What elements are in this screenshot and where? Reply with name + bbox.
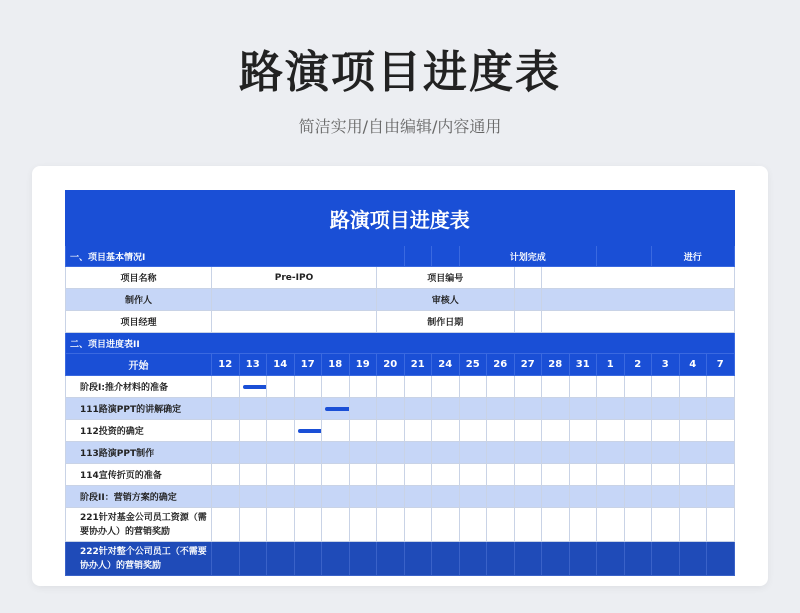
timeline-cell[interactable] xyxy=(679,420,707,442)
timeline-cell[interactable] xyxy=(432,398,460,420)
timeline-cell[interactable] xyxy=(569,486,597,508)
timeline-cell[interactable] xyxy=(707,508,735,542)
timeline-cell[interactable] xyxy=(652,464,680,486)
task-name[interactable]: 111路演PPT的讲解确定 xyxy=(66,398,212,420)
timeline-cell[interactable] xyxy=(487,486,515,508)
timeline-cell[interactable] xyxy=(239,398,267,420)
timeline-cell[interactable] xyxy=(459,542,487,576)
gantt-bar[interactable] xyxy=(325,407,349,411)
timeline-cell[interactable] xyxy=(652,542,680,576)
timeline-cell[interactable] xyxy=(459,398,487,420)
timeline-cell[interactable] xyxy=(294,420,322,442)
timeline-cell[interactable] xyxy=(487,508,515,542)
timeline-cell[interactable] xyxy=(707,420,735,442)
section-progress-label: 二、项目进度表II xyxy=(66,333,735,354)
day-header: 13 xyxy=(239,354,267,376)
timeline-cell[interactable] xyxy=(294,442,322,464)
timeline-cell[interactable] xyxy=(624,398,652,420)
timeline-cell[interactable] xyxy=(514,486,542,508)
timeline-cell[interactable] xyxy=(514,464,542,486)
timeline-cell[interactable] xyxy=(487,442,515,464)
timeline-cell[interactable] xyxy=(322,542,350,576)
progress-sheet xyxy=(65,190,734,576)
timeline-cell[interactable] xyxy=(569,464,597,486)
timeline-cell[interactable] xyxy=(404,542,432,576)
timeline-cell[interactable] xyxy=(624,442,652,464)
timeline-cell[interactable] xyxy=(569,508,597,542)
timeline-cell[interactable] xyxy=(652,376,680,398)
timeline-cell[interactable] xyxy=(294,508,322,542)
task-row xyxy=(66,542,735,576)
timeline-cell[interactable] xyxy=(212,398,240,420)
day-header: 7 xyxy=(707,354,735,376)
timeline-cell[interactable] xyxy=(239,508,267,542)
timeline-cell[interactable] xyxy=(294,376,322,398)
timeline-cell[interactable] xyxy=(212,442,240,464)
timeline-cell[interactable] xyxy=(459,464,487,486)
timeline-cell[interactable] xyxy=(404,398,432,420)
timeline-cell[interactable] xyxy=(404,486,432,508)
timeline-cell[interactable] xyxy=(707,464,735,486)
day-header: 27 xyxy=(514,354,542,376)
maker-label: 制作人 xyxy=(66,289,212,311)
day-header: 2 xyxy=(624,354,652,376)
task-name[interactable]: 阶段II：营销方案的确定 xyxy=(66,486,212,508)
timeline-cell[interactable] xyxy=(459,420,487,442)
timeline-cell[interactable] xyxy=(514,442,542,464)
info-row-maker xyxy=(66,289,735,311)
timeline-cell[interactable] xyxy=(707,442,735,464)
timeline-cell[interactable] xyxy=(624,464,652,486)
timeline-cell[interactable] xyxy=(267,398,295,420)
timeline-cell[interactable] xyxy=(597,486,625,508)
timeline-cell[interactable] xyxy=(322,398,350,420)
timeline-cell[interactable] xyxy=(514,420,542,442)
timeline-cell[interactable] xyxy=(487,420,515,442)
day-header: 1 xyxy=(597,354,625,376)
task-row xyxy=(66,442,735,464)
make-date-label: 制作日期 xyxy=(377,311,515,333)
timeline-cell[interactable] xyxy=(294,398,322,420)
timeline-cell[interactable] xyxy=(459,376,487,398)
timeline-cell[interactable] xyxy=(267,542,295,576)
timeline-cell[interactable] xyxy=(597,464,625,486)
gantt-bar[interactable] xyxy=(298,429,322,433)
make-date-value[interactable] xyxy=(542,311,735,333)
day-header: 3 xyxy=(652,354,680,376)
day-header: 4 xyxy=(679,354,707,376)
task-row xyxy=(66,420,735,442)
timeline-cell[interactable] xyxy=(212,542,240,576)
timeline-cell[interactable] xyxy=(707,376,735,398)
timeline-cell[interactable] xyxy=(597,398,625,420)
timeline-cell[interactable] xyxy=(597,420,625,442)
timeline-cell[interactable] xyxy=(542,464,570,486)
project-no-label: 项目编号 xyxy=(377,267,515,289)
timeline-cell[interactable] xyxy=(652,420,680,442)
day-header: 26 xyxy=(487,354,515,376)
timeline-cell[interactable] xyxy=(404,376,432,398)
task-name[interactable]: 112投资的确定 xyxy=(66,420,212,442)
timeline-cell[interactable] xyxy=(377,542,405,576)
timeline-cell[interactable] xyxy=(322,486,350,508)
timeline-cell[interactable] xyxy=(707,542,735,576)
gantt-bar[interactable] xyxy=(243,385,267,389)
timeline-cell[interactable] xyxy=(377,508,405,542)
timeline-cell[interactable] xyxy=(432,542,460,576)
timeline-cell[interactable] xyxy=(597,542,625,576)
task-row xyxy=(66,486,735,508)
sheet-title-row xyxy=(66,191,735,246)
project-name-value[interactable]: Pre-IPO xyxy=(212,267,377,289)
timeline-cell[interactable] xyxy=(514,508,542,542)
timeline-cell[interactable] xyxy=(239,442,267,464)
timeline-cell[interactable] xyxy=(239,542,267,576)
timeline-cell[interactable] xyxy=(404,442,432,464)
timeline-cell[interactable] xyxy=(432,420,460,442)
timeline-cell[interactable] xyxy=(349,376,377,398)
timeline-cell[interactable] xyxy=(542,508,570,542)
timeline-cell[interactable] xyxy=(322,442,350,464)
plan-done-label: 计划完成 xyxy=(459,246,597,267)
timeline-cell[interactable] xyxy=(294,542,322,576)
timeline-cell[interactable] xyxy=(652,508,680,542)
timeline-cell[interactable] xyxy=(239,420,267,442)
day-header: 25 xyxy=(459,354,487,376)
timeline-cell[interactable] xyxy=(432,376,460,398)
timeline-cell[interactable] xyxy=(267,464,295,486)
section-basic-info-label: 一、项目基本情况I xyxy=(66,246,405,267)
timeline-cell[interactable] xyxy=(349,542,377,576)
task-name[interactable]: 阶段I:推介材料的准备 xyxy=(66,376,212,398)
timeline-cell[interactable] xyxy=(652,486,680,508)
day-header: 24 xyxy=(432,354,460,376)
task-name[interactable]: 221针对基金公司员工资源（需要协办人）的营销奖励 xyxy=(66,508,212,542)
timeline-cell[interactable] xyxy=(514,376,542,398)
day-header: 12 xyxy=(212,354,240,376)
timeline-cell[interactable] xyxy=(322,376,350,398)
timeline-cell[interactable] xyxy=(707,486,735,508)
task-row xyxy=(66,398,735,420)
timeline-cell[interactable] xyxy=(377,376,405,398)
timeline-cell[interactable] xyxy=(377,486,405,508)
timeline-cell[interactable] xyxy=(294,464,322,486)
section-basic-info xyxy=(66,246,735,267)
task-row xyxy=(66,508,735,542)
task-row xyxy=(66,376,735,398)
timeline-cell[interactable] xyxy=(322,508,350,542)
timeline-cell[interactable] xyxy=(679,398,707,420)
timeline-cell[interactable] xyxy=(322,464,350,486)
timeline-cell[interactable] xyxy=(597,442,625,464)
page-subtitle: 简洁实用/自由编辑/内容通用 xyxy=(298,117,502,136)
reviewer-value[interactable] xyxy=(542,289,735,311)
info-row-manager xyxy=(66,311,735,333)
timeline-cell[interactable] xyxy=(212,376,240,398)
timeline-cell[interactable] xyxy=(542,542,570,576)
timeline-cell[interactable] xyxy=(679,376,707,398)
reviewer-label: 审核人 xyxy=(377,289,515,311)
timeline-cell[interactable] xyxy=(487,542,515,576)
in-progress-label: 进行 xyxy=(652,246,735,267)
start-header: 开始 xyxy=(66,354,212,376)
timeline-cell[interactable] xyxy=(569,376,597,398)
timeline-cell[interactable] xyxy=(459,486,487,508)
timeline-cell[interactable] xyxy=(624,420,652,442)
timeline-cell[interactable] xyxy=(212,508,240,542)
maker-value[interactable] xyxy=(212,289,377,311)
timeline-cell[interactable] xyxy=(267,442,295,464)
timeline-cell[interactable] xyxy=(267,508,295,542)
timeline-cell[interactable] xyxy=(459,442,487,464)
task-name[interactable]: 222针对整个公司员工（不需要协办人）的营销奖励 xyxy=(66,542,212,576)
timeline-cell[interactable] xyxy=(487,376,515,398)
day-header: 20 xyxy=(377,354,405,376)
timeline-cell[interactable] xyxy=(624,376,652,398)
page-title: 路演项目进度表 xyxy=(239,47,561,98)
timeline-cell[interactable] xyxy=(569,398,597,420)
timeline-cell[interactable] xyxy=(624,542,652,576)
timeline-cell[interactable] xyxy=(212,464,240,486)
timeline-cell[interactable] xyxy=(459,508,487,542)
timeline-cell[interactable] xyxy=(239,464,267,486)
manager-value[interactable] xyxy=(212,311,377,333)
timeline-cell[interactable] xyxy=(294,486,322,508)
timeline-cell[interactable] xyxy=(404,464,432,486)
timeline-cell[interactable] xyxy=(267,376,295,398)
timeline-cell[interactable] xyxy=(679,486,707,508)
timeline-cell[interactable] xyxy=(212,486,240,508)
timeline-cell[interactable] xyxy=(542,398,570,420)
sheet-title: 路演项目进度表 xyxy=(66,191,735,246)
timeline-cell[interactable] xyxy=(569,542,597,576)
progress-table xyxy=(65,190,735,576)
timeline-cell[interactable] xyxy=(652,442,680,464)
timeline-cell[interactable] xyxy=(597,376,625,398)
timeline-cell[interactable] xyxy=(377,398,405,420)
timeline-cell[interactable] xyxy=(569,420,597,442)
timeline-cell[interactable] xyxy=(679,442,707,464)
day-header: 31 xyxy=(569,354,597,376)
timeline-cell[interactable] xyxy=(377,464,405,486)
day-header: 19 xyxy=(349,354,377,376)
timeline-cell[interactable] xyxy=(514,398,542,420)
timeline-cell[interactable] xyxy=(349,464,377,486)
project-no-value[interactable] xyxy=(542,267,735,289)
timeline-cell[interactable] xyxy=(239,486,267,508)
timeline-cell[interactable] xyxy=(542,420,570,442)
timeline-cell[interactable] xyxy=(349,508,377,542)
timeline-cell[interactable] xyxy=(432,486,460,508)
timeline-cell[interactable] xyxy=(349,398,377,420)
day-header: 14 xyxy=(267,354,295,376)
timeline-header-row xyxy=(66,354,735,376)
timeline-cell[interactable] xyxy=(404,420,432,442)
timeline-cell[interactable] xyxy=(707,398,735,420)
timeline-cell[interactable] xyxy=(487,464,515,486)
section-progress xyxy=(66,333,735,354)
task-row xyxy=(66,464,735,486)
timeline-cell[interactable] xyxy=(542,376,570,398)
timeline-cell[interactable] xyxy=(267,420,295,442)
timeline-cell[interactable] xyxy=(349,420,377,442)
timeline-cell[interactable] xyxy=(349,486,377,508)
timeline-cell[interactable] xyxy=(624,486,652,508)
timeline-cell[interactable] xyxy=(679,542,707,576)
day-header: 21 xyxy=(404,354,432,376)
day-header: 17 xyxy=(294,354,322,376)
timeline-cell[interactable] xyxy=(569,442,597,464)
timeline-cell[interactable] xyxy=(322,420,350,442)
task-name[interactable]: 114宣传折页的准备 xyxy=(66,464,212,486)
timeline-cell[interactable] xyxy=(377,420,405,442)
task-name[interactable]: 113路演PPT制作 xyxy=(66,442,212,464)
timeline-cell[interactable] xyxy=(542,442,570,464)
sheet-card xyxy=(32,166,768,586)
timeline-cell[interactable] xyxy=(404,508,432,542)
day-header: 28 xyxy=(542,354,570,376)
timeline-cell[interactable] xyxy=(377,442,405,464)
timeline-cell[interactable] xyxy=(652,398,680,420)
project-name-label: 项目名称 xyxy=(66,267,212,289)
info-row-project xyxy=(66,267,735,289)
timeline-cell[interactable] xyxy=(487,398,515,420)
timeline-cell[interactable] xyxy=(542,486,570,508)
timeline-cell[interactable] xyxy=(432,442,460,464)
timeline-cell[interactable] xyxy=(514,542,542,576)
timeline-cell[interactable] xyxy=(624,508,652,542)
timeline-cell[interactable] xyxy=(212,420,240,442)
timeline-cell[interactable] xyxy=(267,486,295,508)
timeline-cell[interactable] xyxy=(432,464,460,486)
timeline-cell[interactable] xyxy=(349,442,377,464)
day-header: 18 xyxy=(322,354,350,376)
timeline-cell[interactable] xyxy=(679,508,707,542)
timeline-cell[interactable] xyxy=(679,464,707,486)
timeline-cell[interactable] xyxy=(597,508,625,542)
manager-label: 项目经理 xyxy=(66,311,212,333)
timeline-cell[interactable] xyxy=(239,376,267,398)
timeline-cell[interactable] xyxy=(432,508,460,542)
task-rows xyxy=(66,376,735,576)
